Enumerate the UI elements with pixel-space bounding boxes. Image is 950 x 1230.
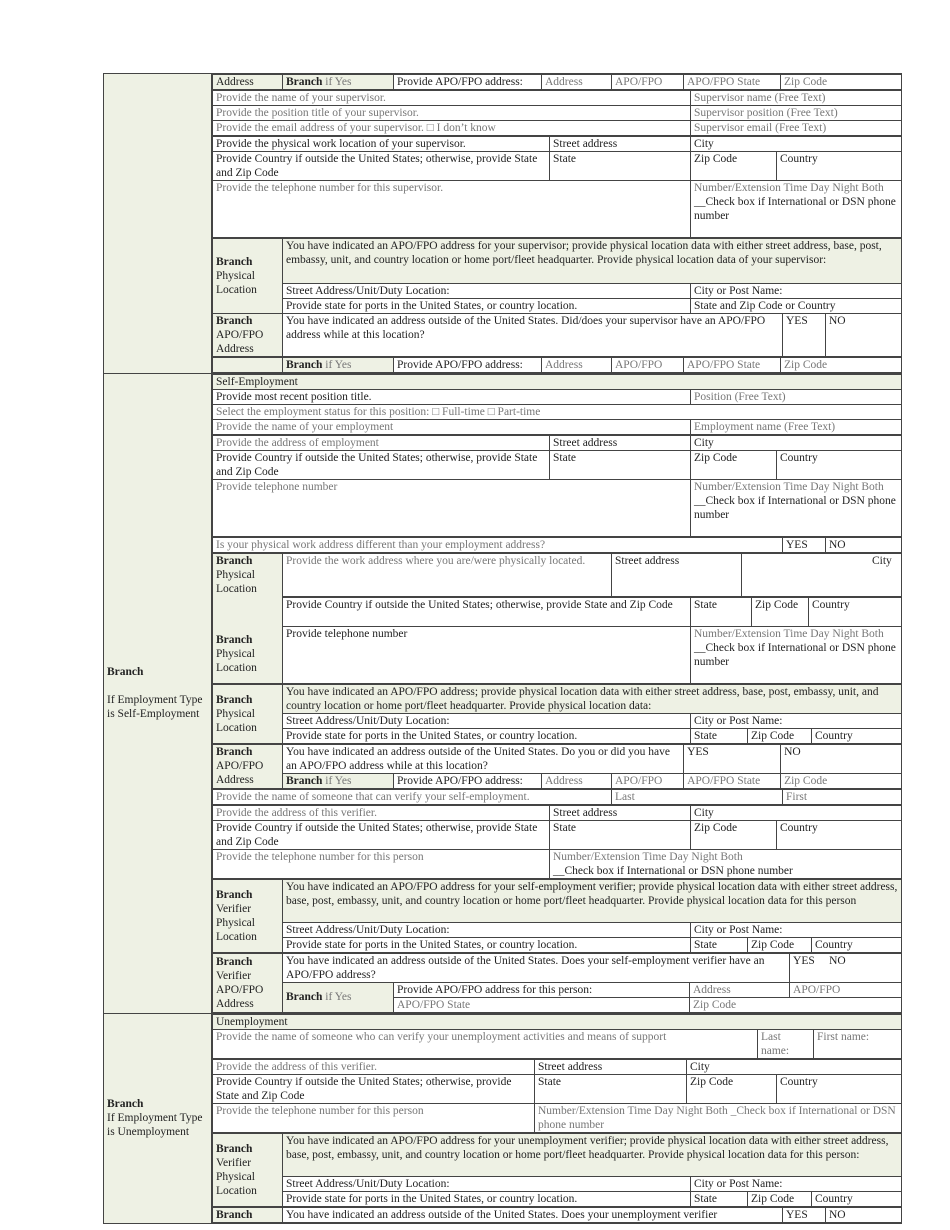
sup-email-field[interactable]: Supervisor email (Free Text): [691, 121, 902, 136]
ports-question: Provide state for ports in the United States, or country location.: [283, 728, 691, 743]
unemployment-section: [103, 1013, 902, 1224]
apo-state-field[interactable]: APO/FPO State: [684, 773, 781, 788]
verifier-phone-field[interactable]: Number/Extension Time Day Night Both __Check box if International or DSN phone number: [550, 849, 902, 878]
ports-question: Provide state for ports in the United States, or country location.: [283, 937, 691, 952]
unemp-first-field[interactable]: First name:: [814, 1029, 902, 1058]
branch-verifier-location-label: Branch Verifier Physical Location: [213, 1133, 283, 1206]
city-field[interactable]: City: [691, 436, 902, 451]
port-country-field[interactable]: Country: [812, 937, 902, 952]
branch-apo-label: Branch APO/FPO Address: [213, 744, 283, 788]
zip-field[interactable]: Zip Code: [691, 451, 777, 480]
apo-address-field[interactable]: Address: [542, 773, 612, 788]
different-address-question: Is your physical work address different than your employment address?: [213, 538, 783, 553]
branch-if-yes: Branch if Yes: [283, 982, 394, 1012]
branch-physical-location-label-2: Branch Physical Location: [213, 684, 283, 743]
branch-physical-location-label: Branch Physical Location: [213, 239, 283, 314]
sup-email-question: Provide the email address of your supervisor. □ I don’t know: [213, 121, 691, 136]
state-field[interactable]: State: [550, 451, 691, 480]
yes-option[interactable]: YES: [783, 1207, 826, 1222]
no-option[interactable]: NO: [826, 538, 902, 553]
unemployment-header: Unemployment: [213, 1014, 902, 1029]
port-country-field[interactable]: Country: [812, 1191, 902, 1206]
intl-checkbox[interactable]: __Check box if International or DSN phone number: [553, 864, 793, 877]
city-post-field[interactable]: City or Post Name:: [691, 1176, 902, 1191]
yes-option[interactable]: YES: [783, 314, 826, 357]
intl-checkbox[interactable]: __Check box if International or DSN phone number: [694, 196, 896, 222]
country-field[interactable]: Country: [777, 152, 902, 181]
unemp-address-question: Provide the address of this verifier.: [213, 1059, 535, 1074]
bapo-question: You have indicated an address outside of the United States. Did/does your supervisor have an APO/FPO address while at this location?: [283, 314, 783, 357]
no-option[interactable]: NO: [826, 1207, 902, 1222]
bpl2-instructions: You have indicated an APO/FPO address; provide physical location data with either street address, base, post, embassy, unit, and country location or home port/fleet headquarter. Provide physical location data:: [283, 684, 902, 713]
supervisor-section: [103, 73, 902, 374]
unemp-phone-field[interactable]: Number/Extension Time Day Night Both _Check box if International or DSN phone number: [535, 1103, 902, 1132]
state-field[interactable]: State: [550, 152, 691, 181]
unemp-last-field[interactable]: Last name:: [758, 1029, 814, 1058]
branch-if-yes: Branch if Yes: [283, 358, 394, 373]
ports-question: Provide state for ports in the United States, or country location.: [283, 1191, 691, 1206]
street-unit-field[interactable]: Street Address/Unit/Duty Location:: [283, 284, 691, 299]
employment-name-question: Provide the name of your employment: [213, 420, 691, 435]
apo-address-field[interactable]: Address: [542, 75, 612, 90]
verifier-last-field[interactable]: Last: [612, 789, 783, 804]
port-state-field[interactable]: State: [691, 728, 748, 743]
verifier-address-question: Provide the address of this verifier.: [213, 805, 550, 820]
street-field[interactable]: Street address: [550, 137, 691, 152]
ports-question: Provide state for ports in the United States, or country location.: [283, 299, 691, 314]
branch-if-yes: Branch if Yes: [283, 75, 394, 90]
country-field[interactable]: Country: [777, 451, 902, 480]
yes-option[interactable]: YES: [684, 744, 781, 773]
work-country-field[interactable]: Country: [809, 597, 902, 626]
unemp-bvpl-instructions: You have indicated an APO/FPO address for your unemployment verifier; provide physical location data with either street address, base, post, embassy, unit, and country location or home port/fleet headquarter. Provide physical location data for this person:: [283, 1133, 902, 1176]
country-question: Provide Country if outside the United States; otherwise, provide State and Zip Code: [213, 1074, 535, 1103]
bv-apo-prompt: Provide APO/FPO address for this person:: [394, 982, 690, 997]
verifier-country-question: Provide Country if outside the United States; otherwise, provide State and Zip Code: [213, 820, 550, 849]
apo-zip-field[interactable]: Zip Code: [781, 75, 902, 90]
position-question: Provide most recent position title.: [213, 390, 691, 405]
phone-field[interactable]: Number/Extension Time Day Night Both __Check box if International or DSN phone number: [691, 480, 902, 537]
unemployment-branch-label: Branch If Employment Type is Unemployment: [104, 1013, 212, 1223]
apo-address-field[interactable]: Address: [542, 358, 612, 373]
branch-physical-location-label: Branch Physical Location: [213, 554, 283, 597]
zip-field[interactable]: Zip Code: [691, 152, 777, 181]
employment-status-question[interactable]: Select the employment status for this position: □ Full-time □ Part-time: [213, 405, 902, 420]
apo-zip-field[interactable]: Zip Code: [781, 773, 902, 788]
branch-verifier-apo-label: Branch Verifier APO/FPO Address: [213, 953, 283, 1012]
city-post-field[interactable]: City or Post Name:: [691, 713, 902, 728]
bv-apo-state-field[interactable]: APO/FPO State: [394, 997, 690, 1012]
section-label-cell: [104, 74, 212, 374]
work-country-question: Provide Country if outside the United States; otherwise, provide State and Zip Code: [283, 597, 691, 626]
port-zip-field[interactable]: Zip Code: [748, 1191, 812, 1206]
work-city-field[interactable]: City: [742, 554, 902, 597]
city-field[interactable]: City: [691, 137, 902, 152]
verifier-first-field[interactable]: First: [783, 789, 902, 804]
bv-apo-fpo-field[interactable]: APO/FPO: [790, 982, 902, 997]
sup-name-question: Provide the name of your supervisor.: [213, 91, 691, 106]
verifier-name-question: Provide the name of someone that can verify your self-employment.: [213, 789, 612, 804]
phone-question: Provide telephone number: [213, 480, 691, 537]
apo-prompt: Provide APO/FPO address:: [394, 773, 542, 788]
work-phone-field[interactable]: Number/Extension Time Day Night Both __Check box if International or DSN phone number: [691, 626, 902, 683]
intl-checkbox[interactable]: __Check box if International or DSN phone number: [694, 641, 896, 668]
apo-state-field[interactable]: APO/FPO State: [684, 358, 781, 373]
apo-prompt: Provide APO/FPO address:: [394, 75, 542, 90]
street-field[interactable]: Street address: [550, 436, 691, 451]
self-employment-header: Self-Employment: [213, 375, 902, 390]
work-street-field[interactable]: Street address: [612, 554, 742, 597]
work-address-question: Provide the work address where you are/were physically located.: [283, 554, 612, 597]
unemp-verifier-question: Provide the name of someone who can verify your unemployment activities and means of support: [213, 1029, 758, 1058]
apo-fpo-field[interactable]: APO/FPO: [612, 358, 684, 373]
no-option[interactable]: NO: [781, 744, 902, 773]
supervisor-fields: [212, 74, 902, 90]
city-post-field[interactable]: City or Post Name:: [691, 284, 902, 299]
phone-question: Provide the telephone number for this supervisor.: [213, 181, 691, 238]
phone-field[interactable]: Number/Extension Time Day Night Both __Check box if International or DSN phone number: [691, 181, 902, 238]
bvpl-instructions: You have indicated an APO/FPO address for your self-employment verifier; provide physical location data with either street address, base, post, embassy, unit, and country location or home port/fleet headquarter. Provide physical location data for this person: [283, 879, 902, 922]
apo-state-field[interactable]: APO/FPO State: [684, 75, 781, 90]
bapo-question: You have indicated an address outside of the United States. Do you or did you have an APO/FPO address while at this location?: [283, 744, 684, 773]
intl-checkbox[interactable]: __Check box if International or DSN phone number: [694, 495, 896, 521]
sup-location-question: Provide the physical work location of your supervisor.: [213, 137, 550, 152]
port-country-field[interactable]: Country: [812, 728, 902, 743]
sup-position-field[interactable]: Supervisor position (Free Text): [691, 106, 902, 121]
no-option[interactable]: NO: [826, 314, 902, 357]
state-field[interactable]: State: [535, 1074, 687, 1103]
port-state-field[interactable]: State: [691, 1191, 748, 1206]
apo-fpo-field[interactable]: APO/FPO: [612, 773, 684, 788]
country-field[interactable]: Country: [777, 1074, 902, 1103]
port-zip-field[interactable]: Zip Code: [748, 728, 812, 743]
branch-apo-label: Branch APO/FPO Address: [213, 314, 283, 357]
apo-prompt: Provide APO/FPO address:: [394, 358, 542, 373]
verifier-street-field[interactable]: Street address: [550, 805, 691, 820]
sup-name-field[interactable]: Supervisor name (Free Text): [691, 91, 902, 106]
yes-no-options[interactable]: YES NO: [790, 953, 902, 982]
verifier-zip-field[interactable]: Zip Code: [691, 820, 777, 849]
zip-field[interactable]: Zip Code: [687, 1074, 777, 1103]
self-employment-section: Branch If Employment Type is Self-Employment Self-Employment Provide most recent position title. Position (Free Text) Select the employment status for this position: □ Full-time □ Part-time Provide the name of your employment Employment name (Free Text) Provide the address of employment Street address City Provide Country if outside the United States; otherwise, provide State and Zip Code State Zip Code Country Provide telephone number Number/Extension Time Day Night Both __Check box if International or DSN phone number Is your physical work address different than your employment address? YES NO Branch Physical Location Provide the work address where you are/were physically located. Street address City Provide Country if outside the United States; otherwise, provide State and Zip Code State Zip Code Country Branch Physical Location Provide telephone number Number/Extension Time Day Night Both __Check box if International or DSN phone number Branch Physical Location You have indicated an APO/FPO address; provide physical location data with either street address, base, post, embassy, unit, and country location or home port/fleet headquarter. Provide physical location data: Street Address/Unit/Duty Location: City or Post Name: Provide state for ports in the United States, or country location. State Zip Code Country Branch APO/FPO Address You have indicated an address outside of the United States. Do you or did you have an APO/FPO address while at this location? YES NO Branch if Yes Provide APO/FPO address: Address APO/FPO APO/FPO State Zip Code Provide the name of someone that can verify your self-employment. Last First Provide the address of this verifier. Street address City Provide Country if outside the United States; otherwise, provide State and Zip Code State Zip Code Country Provide the telephone number for this person Number/Extension Time Day Night Both __Check box if International or DSN phone number Branch Verifier Physical Location You have indicated an APO/FPO address for your self-employment verifier; provide physical location data with either street address, base, post, embassy, unit, and country location or home port/fleet headquarter. Provide physical location data for this person Street Address/Unit/Duty Location: City or Post Name: Provide state for ports in the United States, or country location. State Zip Code Country Branch Verifier APO/FPO Address You have indicated an address outside of the United States. Does your self-employment verifier have an APO/FPO address? YES NO Branch if Yes Provide APO/FPO address for this person: Address APO/FPO APO/FPO State Zip Code: [103, 373, 902, 1014]
branch-verifier-location-label: Branch Verifier Physical Location: [213, 879, 283, 952]
employment-name-field[interactable]: Employment name (Free Text): [691, 420, 902, 435]
state-zip-country-field[interactable]: State and Zip Code or Country: [691, 299, 902, 314]
verifier-country-field[interactable]: Country: [777, 820, 902, 849]
street-unit-field[interactable]: Street Address/Unit/Duty Location:: [283, 1176, 691, 1191]
unemp-phone-question: Provide the telephone number for this person: [213, 1103, 535, 1132]
address-label: Address: [213, 75, 283, 90]
country-question: Provide Country if outside the United States; otherwise, provide State and Zip Code: [213, 451, 550, 480]
bv-zip-field[interactable]: Zip Code: [690, 997, 902, 1012]
bv-address-field[interactable]: Address: [690, 982, 790, 997]
street-unit-field[interactable]: Street Address/Unit/Duty Location:: [283, 922, 691, 937]
position-field[interactable]: Position (Free Text): [691, 390, 902, 405]
port-state-field[interactable]: State: [691, 937, 748, 952]
city-post-field[interactable]: City or Post Name:: [691, 922, 902, 937]
apo-fpo-field[interactable]: APO/FPO: [612, 75, 684, 90]
apo-zip-field[interactable]: Zip Code: [781, 358, 902, 373]
branch-label-last: Branch: [213, 1207, 283, 1222]
sup-position-question: Provide the position title of your supervisor.: [213, 106, 691, 121]
work-state-field[interactable]: State: [691, 597, 752, 626]
verifier-state-field[interactable]: State: [550, 820, 691, 849]
self-employment-branch-label: Branch If Employment Type is Self-Employment: [104, 374, 212, 1014]
employment-address-question: Provide the address of employment: [213, 436, 550, 451]
verifier-city-field[interactable]: City: [691, 805, 902, 820]
unemp-apo-question: You have indicated an address outside of the United States. Does your unemployment verifier: [283, 1207, 783, 1222]
form-page: [103, 73, 901, 1224]
bvapo-question: You have indicated an address outside of the United States. Does your self-employment verifier have an APO/FPO address?: [283, 953, 790, 982]
country-question: Provide Country if outside the United States; otherwise, provide State and Zip Code: [213, 152, 550, 181]
city-field[interactable]: City: [687, 1059, 902, 1074]
work-phone-question: Provide telephone number: [283, 626, 691, 683]
bpl-instructions: You have indicated an APO/FPO address for your supervisor; provide physical location data with either street address, base, post, embassy, unit, and country location or home port/fleet headquarter. Provide physical location data of your supervisor:: [283, 239, 902, 284]
branch-if-yes: Branch if Yes: [283, 773, 394, 788]
work-zip-field[interactable]: Zip Code: [752, 597, 809, 626]
street-field[interactable]: Street address: [535, 1059, 687, 1074]
yes-option[interactable]: YES: [783, 538, 826, 553]
port-zip-field[interactable]: Zip Code: [748, 937, 812, 952]
street-unit-field[interactable]: Street Address/Unit/Duty Location:: [283, 713, 691, 728]
verifier-phone-question: Provide the telephone number for this person: [213, 849, 550, 878]
